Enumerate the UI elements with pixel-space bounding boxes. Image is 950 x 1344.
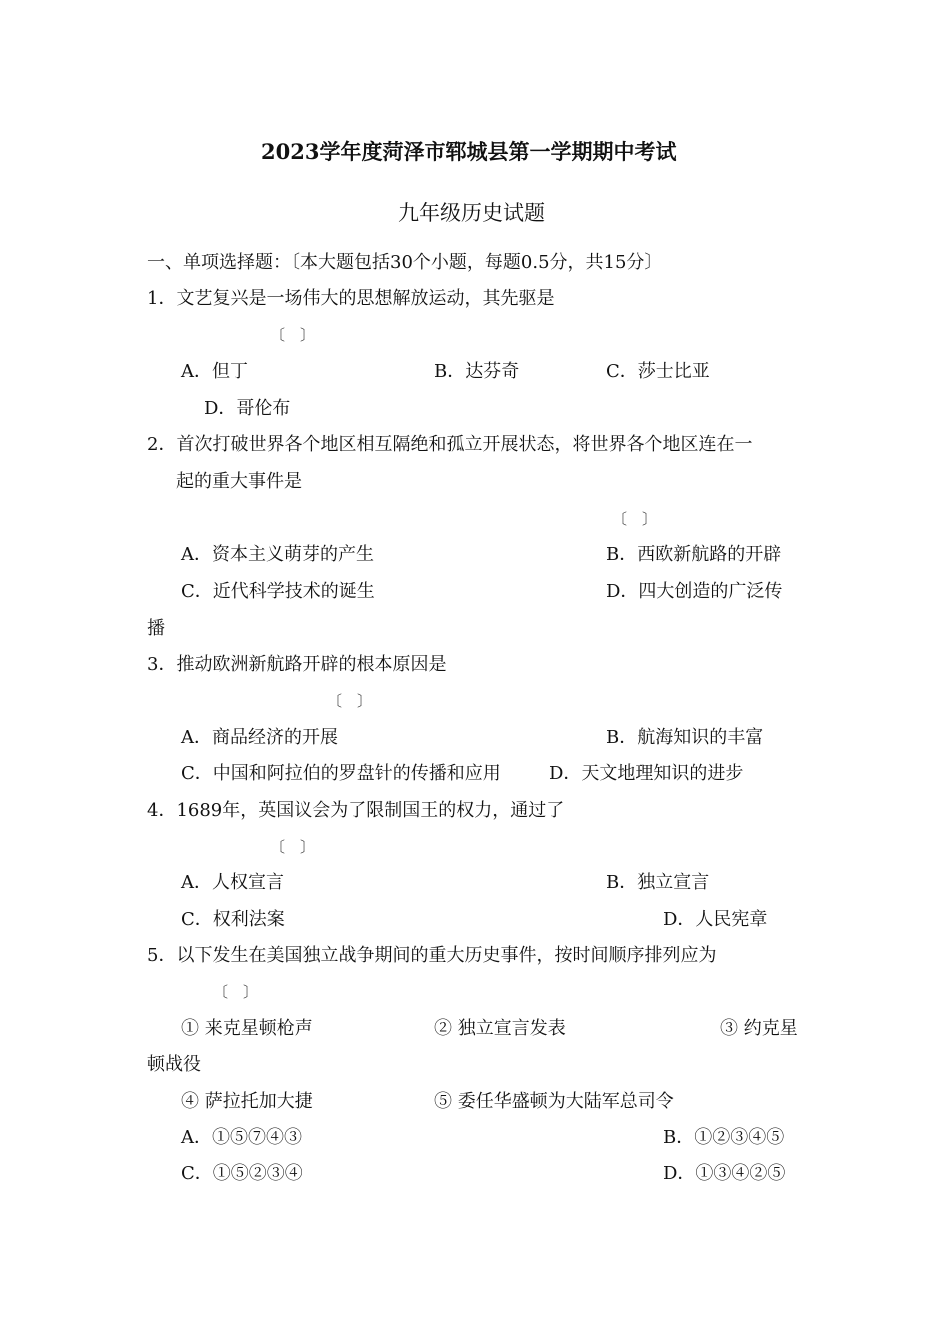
question-5-option-c: C．①⑤②③④ <box>181 1163 303 1184</box>
question-1-stem: 1．文艺复兴是一场伟大的思想解放运动，其先驱是 <box>147 288 555 309</box>
question-2-stem-line1: 2．首次打破世界各个地区相互隔绝和孤立开展状态，将世界各个地区连在一 <box>147 434 753 455</box>
question-2-option-c: C．近代科学技术的诞生 <box>181 581 375 602</box>
question-3-option-a: A．商品经济的开展 <box>181 727 338 748</box>
question-3-option-d: D．天文地理知识的进步 <box>549 763 744 784</box>
question-5-event-5: ⑤ 委任华盛顿为大陆军总司令 <box>434 1091 674 1112</box>
question-3-option-b: B．航海知识的丰富 <box>606 727 764 748</box>
question-4-option-b: B．独立宣言 <box>606 872 710 893</box>
question-2-blank: 〔 〕 <box>612 510 658 528</box>
question-5-event-3: ③ 约克星 <box>720 1018 798 1039</box>
question-5-stem: 5．以下发生在美国独立战争期间的重大历史事件，按时间顺序排列应为 <box>147 945 717 966</box>
page-subtitle: 九年级历史试题 <box>398 201 545 225</box>
question-2-option-d-wrap: 播 <box>147 618 165 639</box>
question-5-event-2: ② 独立宣言发表 <box>434 1018 566 1039</box>
page-title: 2023学年度菏泽市郓城县第一学期期中考试 <box>261 139 677 164</box>
question-2-option-a: A．资本主义萌芽的产生 <box>181 544 374 565</box>
question-2-option-d: D．四大创造的广泛传 <box>606 581 783 602</box>
question-2-option-b: B．西欧新航路的开辟 <box>606 544 782 565</box>
question-5-option-a: A．①⑤⑦④③ <box>181 1127 302 1148</box>
question-5-option-d: D．①③④②⑤ <box>663 1163 786 1184</box>
question-1-blank: 〔 〕 <box>270 326 316 344</box>
question-2-stem-line2: 起的重大事件是 <box>176 471 302 492</box>
question-4-option-c: C．权利法案 <box>181 909 285 930</box>
question-1-option-c: C．莎士比亚 <box>606 361 710 382</box>
question-5-blank: 〔 〕 <box>213 983 259 1001</box>
question-3-option-c: C．中国和阿拉伯的罗盘针的传播和应用 <box>181 763 501 784</box>
question-4-stem: 4．1689年，英国议会为了限制国王的权力，通过了 <box>147 800 565 821</box>
question-1-option-d: D．哥伦布 <box>204 398 291 419</box>
question-4-option-d: D．人民宪章 <box>663 909 768 930</box>
question-5-event-3-wrap: 顿战役 <box>147 1054 201 1075</box>
question-1-option-b: B．达芬奇 <box>434 361 520 382</box>
question-1-option-a: A．但丁 <box>181 361 248 382</box>
section-heading: 一、单项选择题：〔本大题包括30个小题，每题0.5分，共15分〕 <box>147 252 663 273</box>
question-5-event-1: ① 来克星顿枪声 <box>181 1018 313 1039</box>
question-4-blank: 〔 〕 <box>270 838 316 856</box>
question-3-blank: 〔 〕 <box>327 692 373 710</box>
question-3-stem: 3．推动欧洲新航路开辟的根本原因是 <box>147 654 447 675</box>
question-4-option-a: A．人权宣言 <box>181 872 284 893</box>
question-5-event-4: ④ 萨拉托加大捷 <box>181 1091 313 1112</box>
question-5-option-b: B．①②③④⑤ <box>663 1127 785 1148</box>
